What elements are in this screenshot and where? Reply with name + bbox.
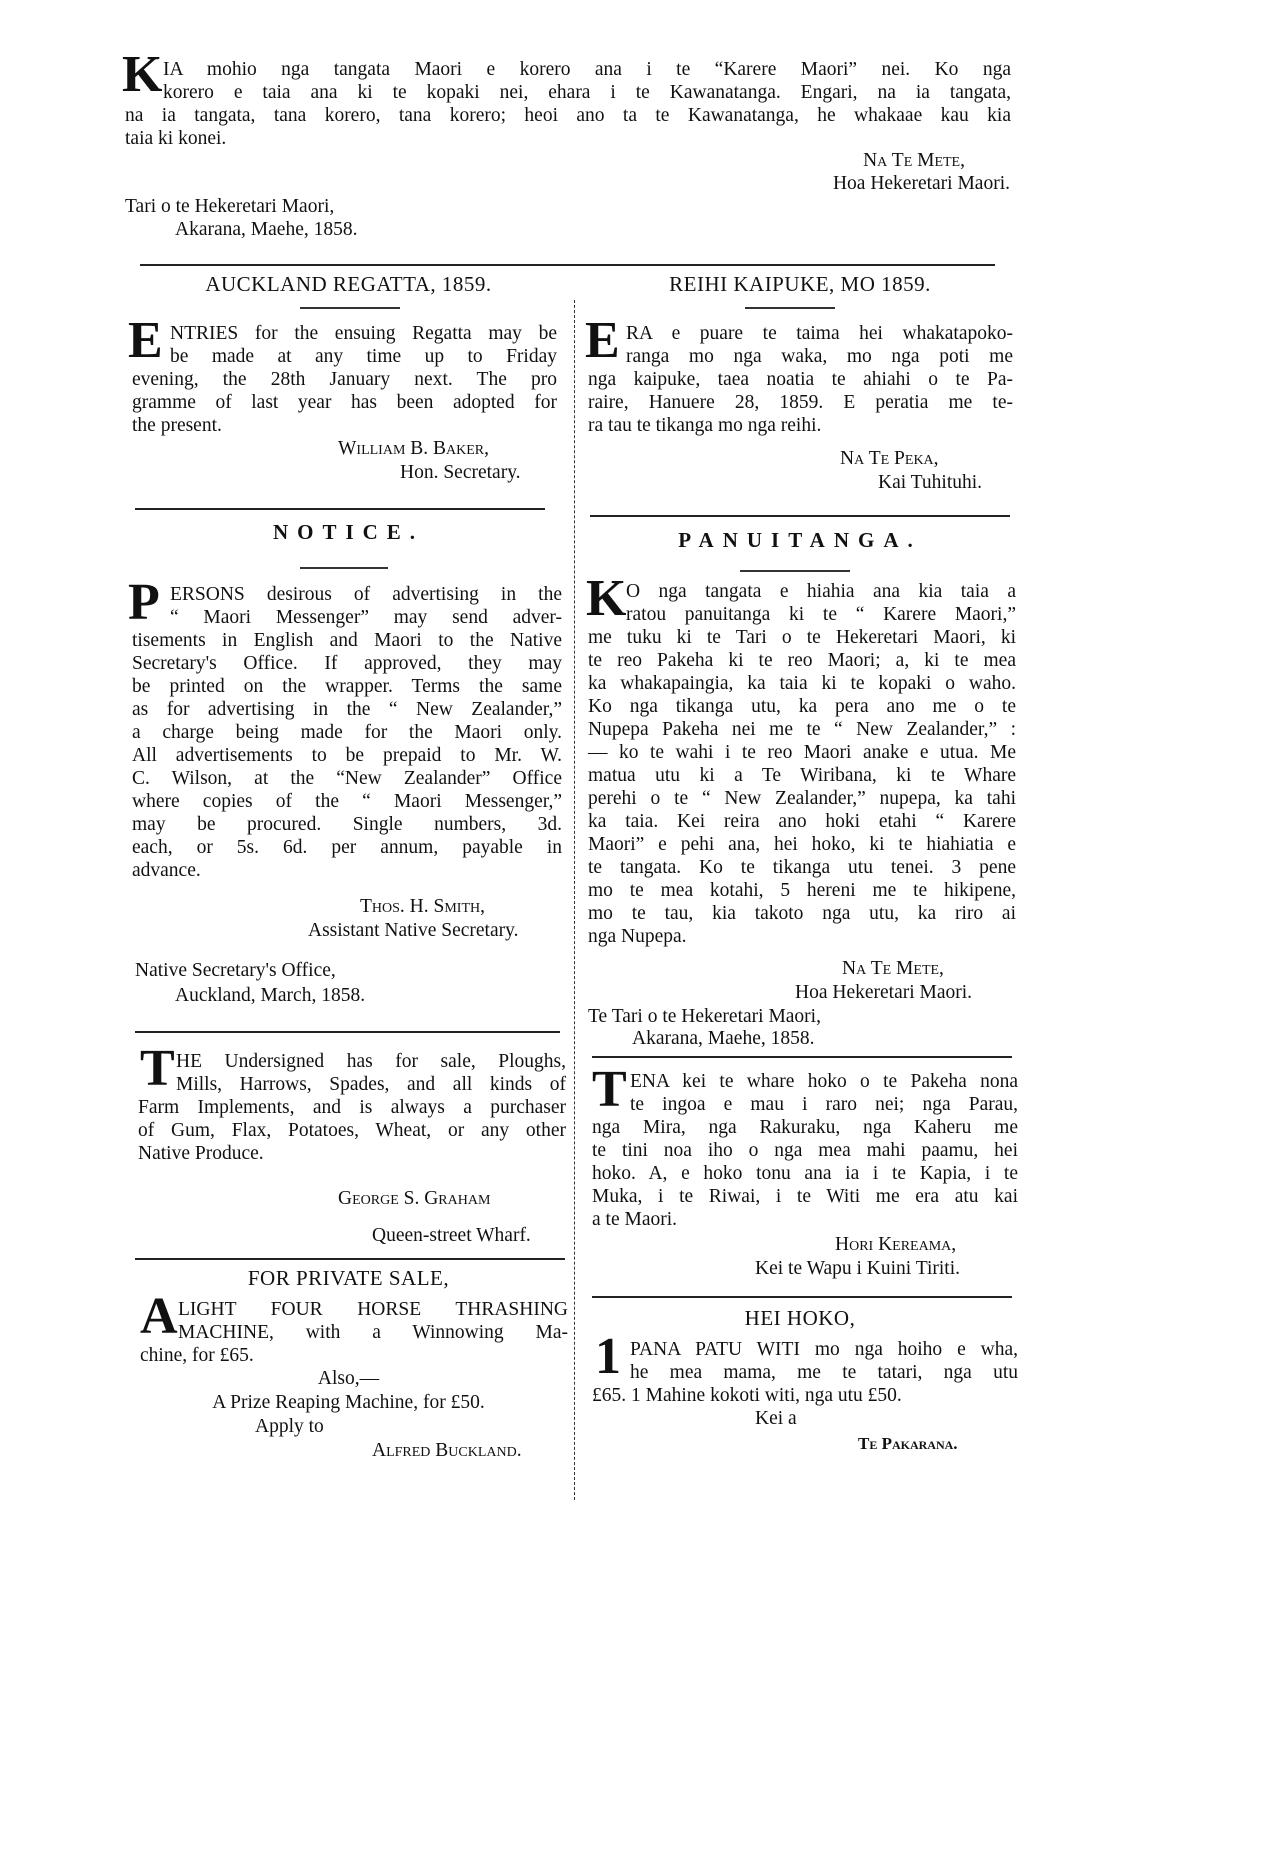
divider — [135, 508, 545, 510]
text-line: each, or 5s. 6d. per annum, payable in — [132, 837, 562, 858]
text-line: te reo Pakeha ki te reo Maori; a, ki te mea — [588, 650, 1016, 671]
hoko-text — [592, 1338, 1018, 1407]
drop-cap: 1 — [595, 1328, 621, 1385]
drop-cap: K — [122, 46, 163, 103]
signature-name: George S. Graham — [338, 1188, 491, 1209]
text-line: taia ki konei. — [125, 128, 227, 149]
text-line: be printed on the wrapper. Terms the same — [132, 676, 562, 697]
text-line: of Gum, Flax, Potatoes, Wheat, or any other — [138, 1120, 566, 1141]
graham-text — [138, 1050, 566, 1165]
text-line: gramme of last year has been adopted for — [132, 392, 557, 413]
text-line: mo te tau, kia takoto nga utu, ka riro ai — [588, 903, 1016, 924]
text-line: na ia tangata, tana korero, tana korero; heoi ano ta te Kawanatanga, he whakaae kau kia — [125, 105, 1011, 126]
text-line: tisements in English and Maori to the Native — [132, 630, 562, 651]
date-line: Akarana, Maehe, 1858. — [632, 1028, 815, 1049]
signature-title: Kei te Wapu i Kuini Tiriti. — [755, 1258, 960, 1279]
date-line: Auckland, March, 1858. — [175, 985, 366, 1006]
signature-title: Kai Tuhituhi. — [878, 472, 983, 493]
text-line: advance. — [132, 860, 201, 881]
text-line: Farm Implements, and is always a purchaser — [138, 1097, 566, 1118]
signature-name: Alfred Buckland. — [372, 1440, 522, 1461]
text-line: Native Produce. — [138, 1143, 264, 1164]
also-line: Also,— — [317, 1368, 380, 1389]
signature-title: Hoa Hekeretari Maori. — [832, 173, 1010, 194]
text-line: nga kaipuke, taea noatia te ahiahi o te Pa- — [588, 369, 1013, 390]
kereama-text — [592, 1070, 1018, 1231]
signature-name: Hori Kereama, — [835, 1234, 957, 1255]
text-line: — ko te wahi i te reo Maori anake e utua. Me — [588, 742, 1016, 763]
text-line: perehi o te “ New Zealander,” nupepa, ka tahi — [588, 788, 1016, 809]
drop-cap: K — [586, 570, 627, 627]
text-line: O nga tangata e hiahia ana kia taia a — [626, 581, 1016, 602]
text-line: ERSONS desirous of advertising in the — [170, 584, 562, 605]
text-line: nga Mira, nga Rakuraku, nga Kaheru me — [592, 1117, 1018, 1138]
text-line: where copies of the “ Maori Messenger,” — [132, 791, 562, 812]
text-line: Secretary's Office. If approved, they may — [132, 653, 562, 674]
notice-text — [132, 583, 562, 882]
text-line: RA e puare te taima hei whakatapoko- — [626, 323, 1013, 344]
top-notice-text — [125, 58, 1011, 150]
regatta-text — [132, 322, 557, 437]
text-line: £65. 1 Mahine kokoti witi, nga utu £50. — [592, 1385, 902, 1406]
text-line: korero e taia ana ki te kopaki nei, ehara i te Kawanatanga. Engari, na ia tangata, — [163, 82, 1011, 103]
text-line: evening, the 28th January next. The pro — [132, 369, 557, 390]
divider — [140, 264, 995, 266]
text-line: as for advertising in the “ New Zealander,” — [132, 699, 562, 720]
text-line: raire, Hanuere 28, 1859. E peratia me te- — [588, 392, 1013, 413]
section-title: NOTICE. — [272, 520, 425, 544]
divider — [740, 570, 850, 572]
signature-title: Hon. Secretary. — [400, 462, 521, 483]
divider — [300, 307, 400, 309]
text-line: me tuku ki te Tari o te Hekeretari Maori, ki — [588, 627, 1016, 648]
text-line: hoko. A, e hoko tonu ana ia i te Kapia, i te — [592, 1163, 1018, 1184]
text-line: “ Maori Messenger” may send adver- — [170, 607, 562, 628]
column-divider — [574, 300, 575, 1500]
text-line: NTRIES for the ensuing Regatta may be — [170, 323, 557, 344]
section-title: HEI HOKO, — [744, 1306, 856, 1330]
drop-cap: T — [592, 1061, 627, 1118]
text-line: te ingoa e mau i raro nei; nga Parau, — [630, 1094, 1018, 1115]
signature-name: William B. Baker, — [338, 438, 490, 459]
divider — [745, 307, 835, 309]
text-line: ENA kei te whare hoko o te Pakeha nona — [630, 1071, 1018, 1092]
text-line: HE Undersigned has for sale, Ploughs, — [176, 1051, 566, 1072]
text-line: C. Wilson, at the “New Zealander” Office — [132, 768, 562, 789]
reihi-text — [588, 322, 1013, 437]
text-line: ra tau te tikanga mo nga reihi. — [588, 415, 822, 436]
text-line: mo te mea kotahi, 5 hereni me te hikipene, — [588, 880, 1016, 901]
drop-cap: T — [140, 1040, 175, 1097]
text-line: the present. — [132, 415, 222, 436]
divider — [592, 1056, 1012, 1058]
text-line: MACHINE, with a Winnowing Ma- — [178, 1322, 568, 1343]
place-line: Te Tari o te Hekeretari Maori, — [588, 1006, 821, 1027]
text-line: te tini noa iho o nga mea mahi paamu, hei — [592, 1140, 1018, 1161]
text-line: PANA PATU WITI mo nga hoiho e wha, — [630, 1339, 1018, 1360]
text-line: Muka, i te Riwai, i te Witi me era atu kai — [592, 1186, 1018, 1207]
prize-line: A Prize Reaping Machine, for £50. — [212, 1392, 485, 1413]
text-line: Mills, Harrows, Spades, and all kinds of — [176, 1074, 566, 1095]
sale-text — [140, 1298, 568, 1367]
drop-cap: P — [128, 574, 160, 631]
signature-name: Na Te Mete, — [863, 150, 965, 171]
text-line: Maori” e pehi ana, hei hoko, ki te hiahiatia e — [588, 834, 1016, 855]
divider — [592, 1296, 1012, 1298]
section-title: AUCKLAND REGATTA, 1859. — [205, 272, 492, 296]
text-line: All advertisements to be prepaid to Mr. W. — [132, 745, 562, 766]
signature-name: Te Pakarana. — [858, 1434, 958, 1453]
divider — [135, 1258, 565, 1260]
signature-name: Na Te Peka, — [840, 448, 939, 469]
text-line: a charge being made for the Maori only. — [132, 722, 562, 743]
text-line: a te Maori. — [592, 1209, 678, 1230]
text-line: IA mohio nga tangata Maori e korero ana i te “Karere Maori” nei. Ko nga — [163, 59, 1011, 80]
divider — [590, 515, 1010, 517]
signature-name: Thos. H. Smith, — [360, 896, 485, 917]
signature-name: Na Te Mete, — [842, 958, 944, 979]
divider — [300, 567, 388, 569]
text-line: Nupepa Pakeha nei me te “ New Zealander,” : — [588, 719, 1016, 740]
text-line: ka taia. Kei reira ano hoki etahi “ Karere — [588, 811, 1016, 832]
panuitanga-text — [588, 580, 1016, 948]
text-line: chine, for £65. — [140, 1345, 254, 1366]
signature-title: Assistant Native Secretary. — [308, 920, 519, 941]
text-line: be made at any time up to Friday — [170, 346, 557, 367]
text-line: ka whakapaingia, ka taia ki te kopaki o waho. — [588, 673, 1016, 694]
kei-a-line: Kei a — [755, 1408, 797, 1429]
date-line: Akarana, Maehe, 1858. — [175, 219, 358, 240]
place-line: Native Secretary's Office, — [135, 960, 336, 981]
apply-line: Apply to — [255, 1416, 324, 1437]
place-line: Tari o te Hekeretari Maori, — [125, 196, 335, 217]
signature-title: Hoa Hekeretari Maori. — [795, 982, 973, 1003]
divider — [135, 1031, 560, 1033]
text-line: te tangata. Ko te tikanga utu tenei. 3 pene — [588, 857, 1016, 878]
section-title: FOR PRIVATE SALE, — [247, 1266, 450, 1290]
text-line: matua utu ki a Te Wiribana, ki te Whare — [588, 765, 1016, 786]
drop-cap: A — [140, 1288, 178, 1345]
text-line: Ko nga tikanga utu, ka pera ano me o te — [588, 696, 1016, 717]
drop-cap: E — [128, 312, 163, 369]
text-line: ranga mo nga waka, mo nga poti me — [626, 346, 1013, 367]
text-line: he mea mama, me te tatari, nga utu — [630, 1362, 1018, 1383]
text-line: ratou panuitanga ki te “ Karere Maori,” — [626, 604, 1016, 625]
text-line: LIGHT FOUR HORSE THRASHING — [178, 1299, 568, 1320]
drop-cap: E — [585, 312, 620, 369]
text-line: nga Nupepa. — [588, 926, 687, 947]
signature — [863, 150, 965, 172]
section-title: PANUITANGA. — [678, 528, 922, 552]
signature-title: Queen-street Wharf. — [372, 1225, 531, 1246]
text-line: may be procured. Single numbers, 3d. — [132, 814, 562, 835]
section-title: REIHI KAIPUKE, MO 1859. — [669, 272, 931, 296]
